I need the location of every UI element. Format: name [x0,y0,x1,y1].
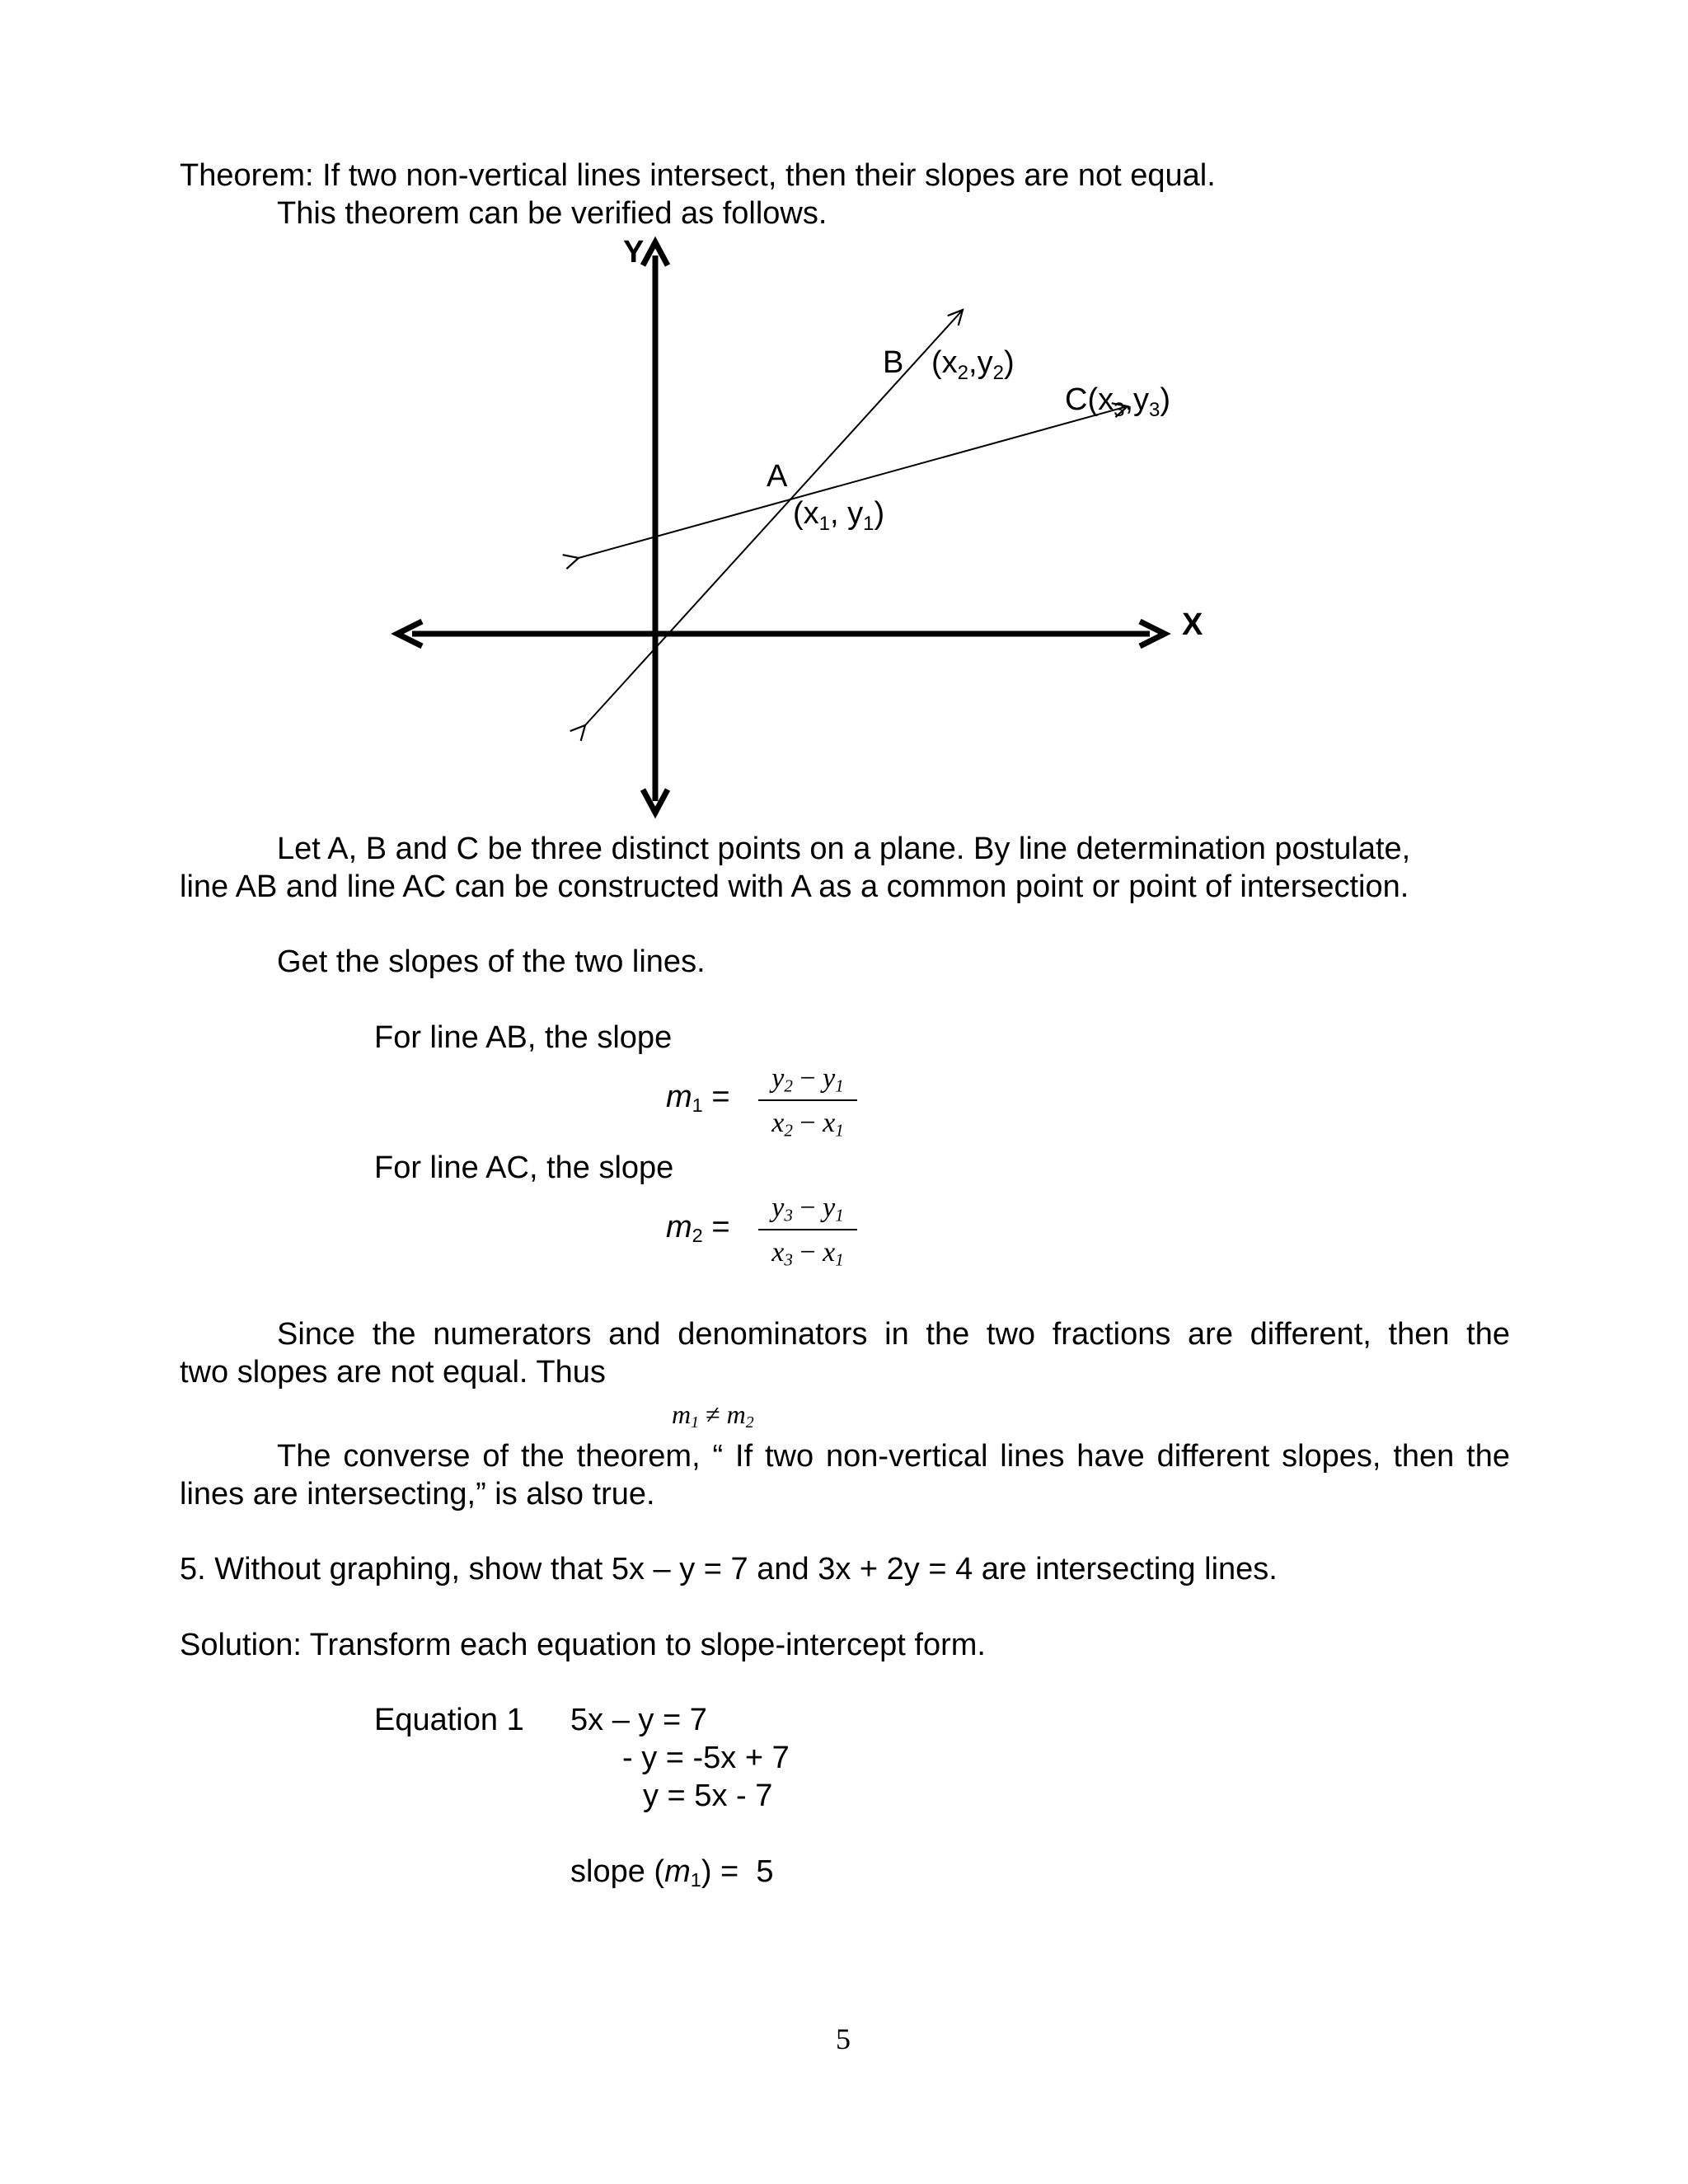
page-number: 5 [836,2022,851,2055]
get-slopes-text: Get the slopes of the two lines. [277,944,706,979]
slope-result: slope $(m_1) = 5$ [570,1854,774,1891]
line-ab [585,310,963,725]
theorem-statement: Theorem: If two non-vertical lines intersect, then their slopes are not equal. [180,158,1216,193]
line-ac [579,406,1128,558]
point-c-label: $C(x_3,y_3)$ [1065,382,1171,421]
theorem-verify-text: This theorem can be verified as follows. [277,196,828,231]
converse-paragraph-line1: The converse of the theorem, “ If two non-vertical lines have different slopes, then the [277,1439,1510,1474]
m1-label: $m_1$ = [666,1080,730,1116]
point-b-label: B [883,345,904,380]
slope-inequality: $m_1 \ne m_2$ [672,1399,754,1432]
m2-fraction: $y_3 - y_1$ $x_3 - x_1$ [758,1193,857,1275]
intersecting-lines-figure [0,0,1688,824]
equation-step3: y = 5x - 7 [643,1779,773,1813]
solution-text: Solution: Transform each equation to slope-intercept form. [180,1628,986,1662]
point-b-coords: $(x_2,y_2)$ [931,345,1015,384]
point-a-coords: ($x_1$, $y_1$) [793,496,885,535]
for-line-ab-text: For line AB, the slope [374,1020,673,1055]
y-axis-label: Y [623,235,645,269]
m2-label: $m_2$ = [666,1210,730,1246]
let-paragraph-line2: line AB and line AC can be constructed with A as a common point or point of intersection. [180,869,1409,904]
converse-paragraph-line2: lines are intersecting,” is also true. [180,1477,655,1511]
let-paragraph-line1: Let A, B and C be three distinct points on a plane. By line determination postulate, [277,832,1411,866]
equation-step2: - y = -5x + 7 [622,1741,790,1775]
equation-step1: 5x – y = 7 [570,1703,707,1737]
point-a-label: A [767,459,788,494]
x-axis-label: X [1182,607,1203,642]
for-line-ac-text: For line AC, the slope [374,1151,674,1185]
since-paragraph-line2: two slopes are not equal. Thus [180,1355,606,1390]
m1-fraction: $y_2 - y_1$ $x_2 - x_1$ [758,1063,857,1146]
equation-label: Equation 1 [374,1703,524,1737]
since-paragraph-line1: Since the numerators and denominators in the two fractions are different, then the [277,1317,1510,1352]
problem-statement: 5. Without graphing, show that 5x – y = 7 and 3x + 2y = 4 are intersecting lines. [180,1552,1278,1586]
